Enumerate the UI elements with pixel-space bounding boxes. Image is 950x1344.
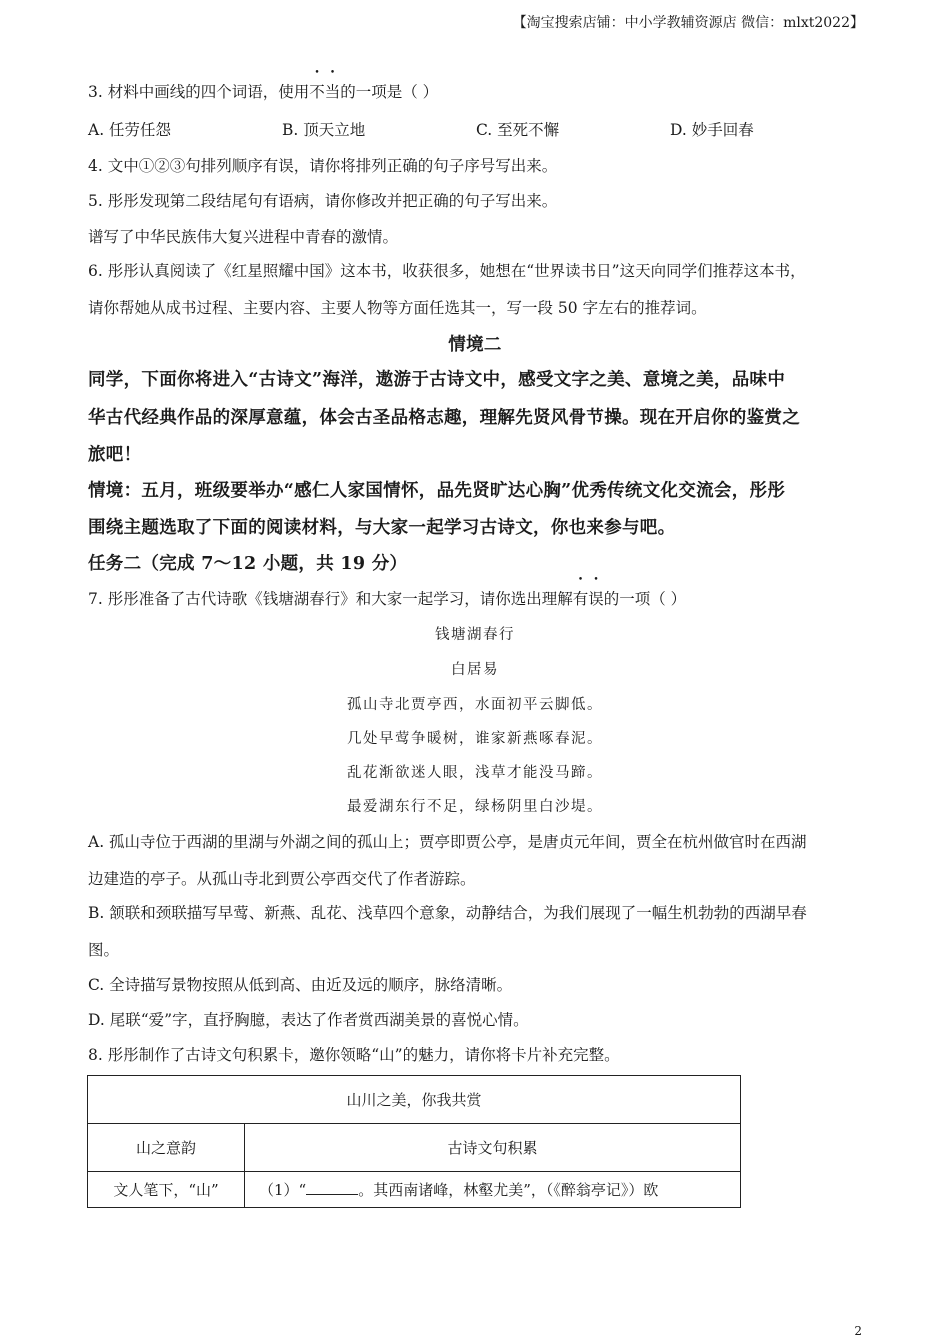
question-7-tail: 的一项（ ） [603, 590, 687, 608]
option-d: D. 妙手回春 [670, 121, 754, 139]
question-7 [88, 587, 686, 609]
card-title: 山川之美，你我共赏 [88, 1076, 741, 1124]
q7-option-d: D. 尾联“爱”字，直抒胸臆，表达了作者赏西湖美景的喜悦心情。 [88, 1011, 529, 1029]
page-header-watermark: 【淘宝搜索店铺：中小学教辅资源店 微信：mlxt2022】 [512, 15, 864, 31]
intro-line-3: 旅吧！ [88, 445, 142, 465]
question-4: 4. 文中①②③句排列顺序有误，请你将排列正确的句子序号写出来。 [88, 157, 558, 175]
poem-line-4: 最爱湖东行不足，绿杨阴里白沙堤。 [347, 799, 603, 815]
section-title: 情境二 [448, 335, 502, 355]
question-5: 5. 彤彤发现第二段结尾句有语病，请你修改并把正确的句子写出来。 [88, 192, 558, 210]
context-line-2: 围绕主题选取了下面的阅读材料，与大家一起学习古诗文，你也来参与吧。 [88, 518, 676, 538]
poem-line-3: 乱花渐欲迷人眼，浅草才能没马蹄。 [347, 765, 603, 781]
poem-author: 白居易 [451, 662, 499, 678]
poem-line-2: 几处早莺争暖树，谁家新燕啄春泥。 [347, 731, 603, 747]
task-heading: 任务二（完成 7～12 小题，共 19 分） [88, 554, 408, 574]
intro-line-2: 华古代经典作品的深厚意蕴，体会古圣品格志趣，理解先贤风骨节操。现在开启你的鉴赏之 [88, 408, 800, 428]
q7-option-b-line-1: B. 颔联和颈联描写早莺、新燕、乱花、浅草四个意象，动静结合，为我们展现了一幅生机勃勃的西湖早春 [88, 904, 807, 922]
q7-option-a-line-2: 边建造的亭子。从孤山寺北到贾公亭西交代了作者游踪。 [88, 870, 476, 888]
question-3-tail: 的一项是（ ） [340, 83, 439, 101]
emphasis-char: 不 [309, 83, 325, 101]
card-row1-col2-pre: （1）“ [259, 1181, 307, 1199]
question-6-line-2: 请你帮她从成书过程、主要内容、主要人物等方面任选其一，写一段 50 字左右的推荐词。 [88, 299, 707, 317]
question-7-text: 7. 彤彤准备了古代诗歌《钱塘湖春行》和大家一起学习，请你选出理解 [88, 590, 573, 608]
question-3-options [88, 118, 864, 140]
card-col1-header: 山之意韵 [88, 1124, 245, 1172]
card-row1-col1: 文人笔下，“山” [88, 1172, 245, 1208]
q7-option-b-line-2: 图。 [88, 941, 120, 959]
context-line-1: 情境：五月，班级要举办“感仁人家国情怀，品先贤旷达心胸”优秀传统文化交流会，彤彤 [88, 481, 786, 501]
question-8: 8. 彤彤制作了古诗文句积累卡，邀你领略“山”的魅力，请你将卡片补充完整。 [88, 1046, 620, 1064]
poem-line-1: 孤山寺北贾亭西，水面初平云脚低。 [347, 697, 603, 713]
option-c: C. 至死不懈 [476, 121, 560, 139]
q7-option-c: C. 全诗描写景物按照从低到高、由近及远的顺序，脉络清晰。 [88, 976, 513, 994]
poem-title: 钱塘湖春行 [435, 627, 515, 643]
page-number: 2 [854, 1324, 862, 1338]
emphasis-char: 误 [588, 590, 604, 608]
card-col2-header: 古诗文句积累 [245, 1124, 741, 1172]
question-5-sentence: 谱写了中华民族伟大复兴进程中青春的激情。 [88, 228, 399, 246]
emphasis-char: 当 [324, 83, 341, 101]
question-6-line-1: 6. 彤彤认真阅读了《红星照耀中国》这本书，收获很多，她想在“世界读书日”这天向同学们推荐这本书， [88, 262, 806, 280]
option-a: A. 任劳任怨 [88, 121, 172, 139]
q7-option-a-line-1: A. 孤山寺位于西湖的里湖与外湖之间的孤山上；贾亭即贾公亭，是唐贞元年间，贾全在杭州做官时在西湖 [88, 833, 807, 851]
emphasis-char: 有 [572, 590, 589, 608]
intro-line-1: 同学，下面你将进入“古诗文”海洋，遨游于古诗文中，感受文字之美、意境之美，品味中 [88, 370, 786, 390]
accumulation-card-table [87, 1075, 741, 1208]
fill-blank[interactable] [306, 1180, 358, 1195]
card-row1-col2-post: 。其西南诸峰，林壑尤美”，（《醉翁亭记》）欧 [358, 1181, 659, 1199]
question-3-text: 3. 材料中画线的四个词语，使用 [88, 83, 310, 101]
question-3 [88, 80, 438, 102]
option-b: B. 顶天立地 [282, 121, 366, 139]
card-row1-col2 [245, 1172, 741, 1208]
